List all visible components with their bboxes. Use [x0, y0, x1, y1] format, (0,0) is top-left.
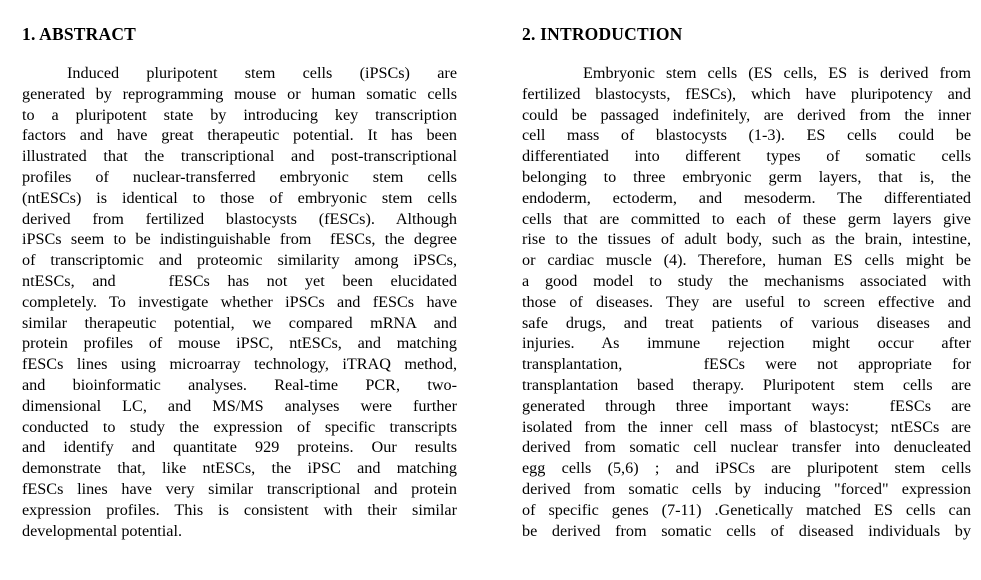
text-line: illustrated that the transcriptional and post-transcriptional	[22, 147, 457, 166]
text-line: safe drugs, and treat patients of various diseases and	[522, 313, 971, 332]
text-line: differentiated into different types of somatic cells	[522, 147, 971, 166]
text-line: similar therapeutic potential, we compared mRNA and	[22, 313, 457, 332]
text-line: completely. To investigate whether iPSCs and fESCs have	[22, 292, 457, 311]
text-line: to a pluripotent state by introducing key transcription	[22, 105, 457, 124]
introduction-heading: 2. INTRODUCTION	[522, 24, 683, 44]
text-line: fESCs lines using microarray technology, iTRAQ method,	[22, 355, 457, 374]
abstract-section	[22, 24, 457, 541]
abstract-paragraph	[22, 63, 457, 541]
text-line: endoderm, ectoderm, and mesoderm. The differentiated	[522, 188, 971, 207]
text-line: injuries. As immune rejection might occur after	[522, 334, 971, 353]
text-line: developmental potential.	[22, 521, 183, 540]
text-line: be derived from somatic cells of diseased individuals by	[522, 521, 971, 540]
text-line: generated by reprogramming mouse or human somatic cells	[22, 84, 457, 103]
text-line: derived from fertilized blastocysts (fESCs). Although	[22, 209, 457, 228]
text-line: of specific genes (7-11) .Genetically matched ES cells can	[522, 500, 971, 519]
text-line: fertilized blastocysts, fESCs), which have pluripotency and	[522, 84, 971, 103]
text-line: egg cells (5,6) ; and iPSCs are pluripotent stem cells	[522, 459, 971, 478]
text-line: and bioinformatic analyses. Real-time PCR, two-	[22, 375, 457, 394]
text-line: transplantation based therapy. Pluripotent stem cells are	[522, 375, 971, 394]
text-line: profiles of nuclear-transferred embryonic stem cells	[22, 167, 457, 186]
text-line: generated through three important ways: fESCs are	[522, 396, 971, 415]
text-line: and identify and quantitate 929 proteins. Our results	[22, 438, 457, 457]
text-line: expression profiles. This is consistent with their similar	[22, 500, 457, 519]
text-line: belonging to three embryonic germ layers, that is, the	[522, 167, 971, 186]
text-line: rise to the tissues of adult body, such as the brain, intestine,	[522, 230, 971, 249]
text-line: transplantation, fESCs were not appropriate for	[522, 355, 971, 374]
text-line: protein profiles of mouse iPSC, ntESCs, and matching	[22, 334, 457, 353]
text-line: a good model to study the mechanisms associated with	[522, 271, 971, 290]
text-line: derived from somatic cells by inducing "forced" expression	[522, 479, 971, 498]
text-line: isolated from the inner cell mass of blastocyst; ntESCs are	[522, 417, 971, 436]
text-line: ntESCs, and fESCs has not yet been elucidated	[22, 271, 457, 290]
text-line: dimensional LC, and MS/MS analyses were further	[22, 396, 457, 415]
text-line: of transcriptomic and proteomic similarity among iPSCs,	[22, 251, 457, 270]
text-line: cells that are committed to each of these germ layers give	[522, 209, 971, 228]
text-line: iPSCs seem to be indistinguishable from fESCs, the degree	[22, 230, 457, 249]
introduction-paragraph	[522, 63, 971, 541]
abstract-heading: 1. ABSTRACT	[22, 24, 137, 44]
text-line: derived from somatic cell nuclear transfer into denucleated	[522, 438, 971, 457]
text-line: those of diseases. They are useful to screen effective and	[522, 292, 971, 311]
text-line: demonstrate that, like ntESCs, the iPSC and matching	[22, 459, 457, 478]
text-line: (ntESCs) is identical to those of embryonic stem cells	[22, 188, 457, 207]
text-line: conducted to study the expression of specific transcripts	[22, 417, 457, 436]
text-line: cell mass of blastocysts (1-3). ES cells could be	[522, 126, 971, 145]
text-line: could be passaged indefinitely, are derived from the inner	[522, 105, 971, 124]
text-line: Induced pluripotent stem cells (iPSCs) are	[67, 64, 457, 82]
text-line: fESCs lines have very similar transcriptional and protein	[22, 479, 457, 498]
text-line: Embryonic stem cells (ES cells, ES is derived from	[583, 64, 971, 82]
introduction-section	[522, 24, 971, 541]
text-line: or cardiac muscle (4). Therefore, human ES cells might be	[522, 251, 971, 270]
text-line: factors and have great therapeutic potential. It has been	[22, 126, 457, 145]
